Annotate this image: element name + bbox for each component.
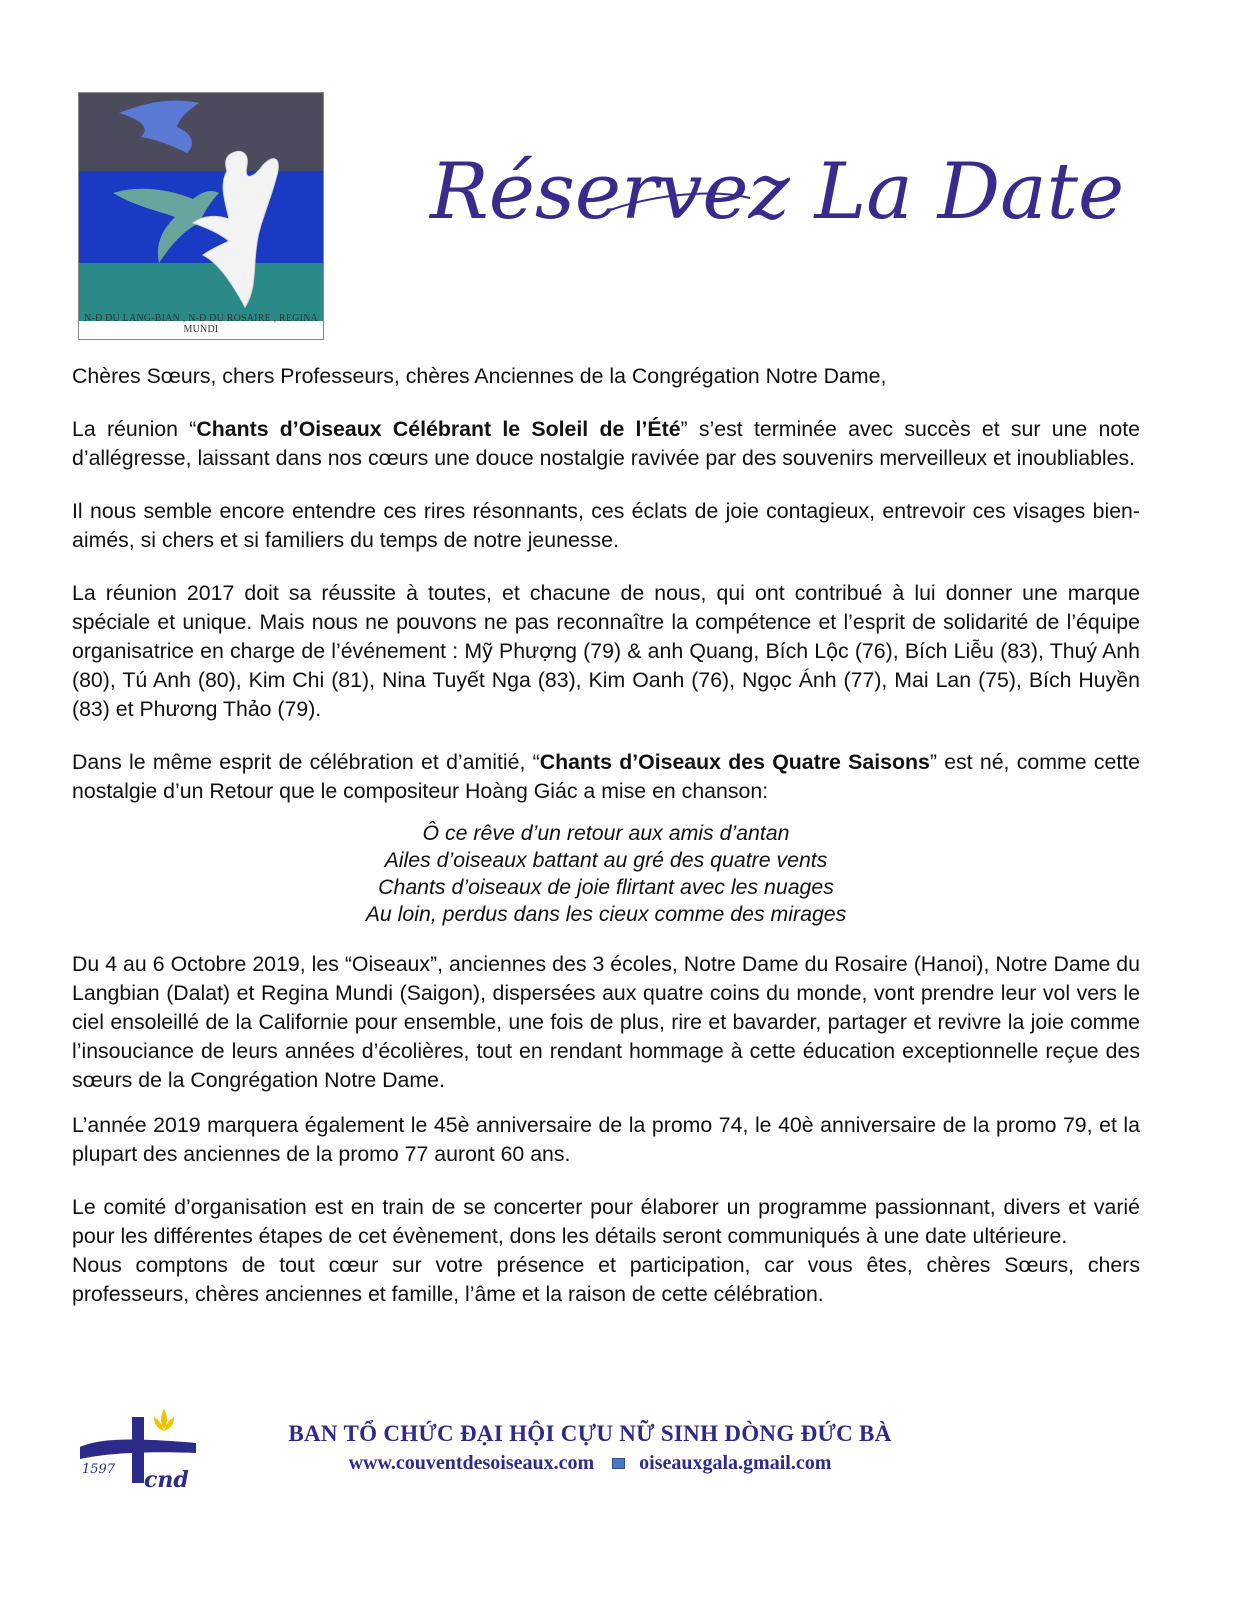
paragraph-closing: Nous comptons de tout cœur sur votre présence et participation, car vous êtes, chères Sœurs, chers professeurs, chères anciennes et famille, l’âme et la raison de cette célébration.: [72, 1253, 1140, 1306]
poem-line: Au loin, perdus dans les cieux comme des mirages: [365, 902, 847, 926]
footer-logo-letters: cnd: [144, 1467, 189, 1493]
paragraph-reunion: [72, 415, 1140, 473]
footer-links: [260, 1450, 920, 1476]
p2-pre: La réunion “: [72, 417, 197, 441]
letter-body: [72, 362, 1140, 1309]
greeting: Chères Sœurs, chers Professeurs, chères Anciennes de la Congrégation Notre Dame,: [72, 364, 887, 388]
p2-bold: Chants d’Oiseaux Célébrant le Soleil de l’Été: [196, 417, 681, 441]
footer: [260, 1420, 920, 1476]
paragraph-quatre-saisons: [72, 748, 1140, 806]
heading-text: Réservez La Date: [430, 147, 1125, 237]
paragraph-memories: Il nous semble encore entendre ces rires résonnants, ces éclats de joie contagieux, entrevoir ces visages bien-aimés, si chers et si familiers du temps de notre jeunesse.: [72, 499, 1140, 552]
email-link[interactable]: oiseauxgala.gmail.com: [639, 1452, 832, 1474]
logo-caption: N-D DU LANG-BIAN , N-D DU ROSAIRE , REGINA MUNDI: [84, 313, 318, 335]
footer-title: BAN TỔ CHỨC ĐẠI HỘI CỰU NỮ SINH DÒNG ĐỨC BÀ: [288, 1421, 892, 1446]
paragraph-committee: Le comité d’organisation est en train de se concerter pour élaborer un programme passionnant, divers et varié pour les différentes étapes de cet évènement, dons les détails seront communiqués à une date ultérieure.: [72, 1195, 1140, 1248]
reserve-date-heading: [410, 118, 1125, 278]
cross-flower-logo: [78, 1403, 198, 1493]
paragraph-event: Du 4 au 6 Octobre 2019, les “Oiseaux”, anciennes des 3 écoles, Notre Dame du Rosaire (Hanoi), Notre Dame du Langbian (Dalat) et Regina Mundi (Saigon), dispersées aux quatre coins du monde, vont prendre leur vol vers le ciel ensoleillé de la Californie pour ensemble, une fois de plus, rire et bavarder, partager et revivre la joie comme l’insouciance de leurs années d’écolières, tout en rendant hommage à cette éducation exceptionnelle reçue des sœurs de la Congrégation Notre Dame.: [72, 952, 1140, 1092]
website-link[interactable]: www.couventdesoiseaux.com: [348, 1452, 595, 1474]
separator-icon: [612, 1458, 625, 1469]
footer-logo-year: 1597: [82, 1462, 116, 1477]
doves-logo: [78, 92, 324, 340]
poem-line: Ô ce rêve d’un retour aux amis d’antan: [422, 821, 790, 845]
p5-post: ” est né, comme cette nostalgie d’un Retour que le compositeur Hoàng Giác a mise en chanson:: [72, 750, 1141, 803]
poem: [72, 820, 1140, 928]
poem-line: Chants d’oiseaux de joie flirtant avec les nuages: [378, 875, 834, 899]
p5-pre: Dans le même esprit de célébration et d’amitié, “: [72, 750, 540, 774]
doves-icon: [79, 93, 323, 321]
p2-post: ” s’est terminée avec succès et sur une note d’allégresse, laissant dans nos cœurs une douce nostalgie ravivée par des souvenirs merveilleux et inoubliables.: [72, 417, 1140, 470]
poem-line: Ailes d’oiseaux battant au gré des quatre vents: [384, 848, 828, 872]
paragraph-anniversary: L’année 2019 marquera également le 45è anniversaire de la promo 74, le 40è anniversaire de la promo 79, et la plupart des anciennes de la promo 77 auront 60 ans.: [72, 1113, 1140, 1166]
p5-bold: Chants d’Oiseaux des Quatre Saisons: [539, 750, 930, 774]
paragraph-organizers: La réunion 2017 doit sa réussite à toutes, et chacune de nous, qui ont contribué à lui donner une marque spéciale et unique. Mais nous ne pouvons ne pas reconnaître la compétence et l’esprit de solidarité de l’équipe organisatrice en charge de l’événement : Mỹ Phượng (79) & anh Quang, Bích Lộc (76), Bích Liễu (83), Thuý Anh (80), Tú Anh (80), Kim Chi (81), Nina Tuyết Nga (83), Kim Oanh (76), Ngọc Ánh (77), Mai Lan (75), Bích Huyền (83) et Phương Thảo (79).: [72, 581, 1140, 721]
